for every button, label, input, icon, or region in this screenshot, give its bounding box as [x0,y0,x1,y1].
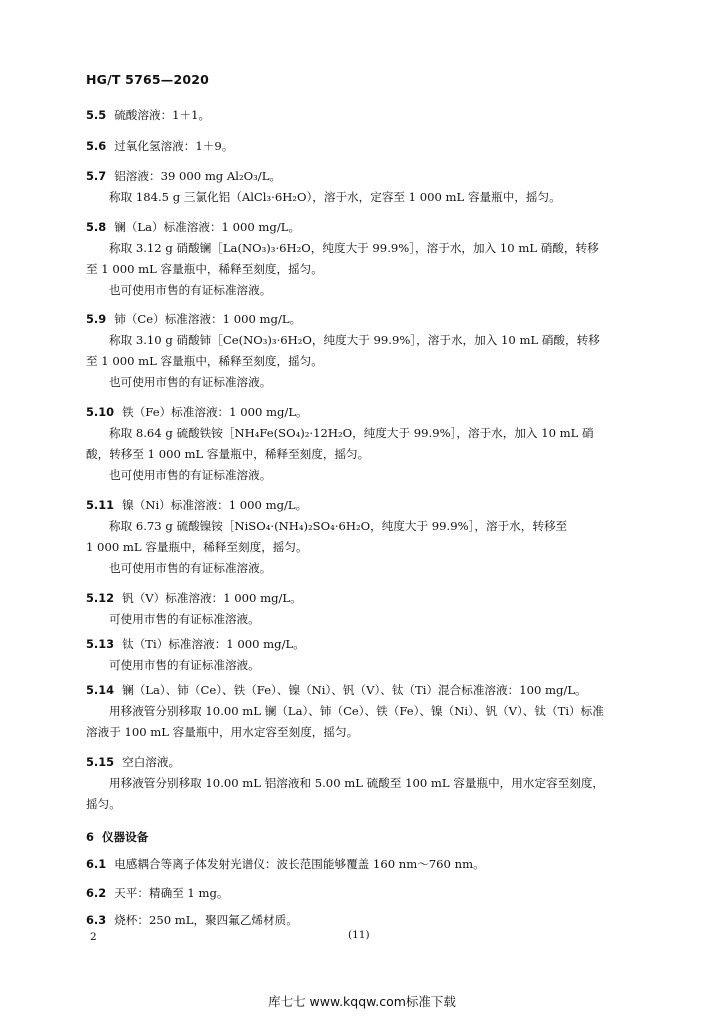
clause-number: 5.8 [86,220,107,234]
clause-text: 用移液管分别移取 10.00 mL 铝溶液和 5.00 mL 硫酸至 100 mL 容量瓶中，用水定容至刻度， [109,776,605,790]
clause-number: 5.9 [86,312,107,326]
clause-5-6 [86,138,636,154]
clause-text: 镧（La）标准溶液：1 000 mg/L。 [114,220,301,234]
clause-number: 5.7 [86,169,107,183]
clause-6-3 [86,912,636,928]
clause-text: 铁（Fe）标准溶液：1 000 mg/L。 [122,405,308,419]
clause-5-13 [86,636,636,652]
clause-text-line [109,374,636,390]
clause-number: 5.6 [86,139,107,153]
clause-text: 仪器设备 [101,830,149,844]
clause-text-line [109,775,636,791]
clause-text-line [109,611,636,627]
clause-text: 1 000 mL 容量瓶中，稀释至刻度，摇匀。 [86,540,308,554]
clause-text: 称取 6.73 g 硫酸镍铵［NiSO₄·(NH₄)₂SO₄·6H₂O，纯度大于 99.9%］，溶于水，转移至 [109,519,568,533]
clause-text-line [109,467,636,483]
clause-text: 称取 3.10 g 硝酸铈［Ce(NO₃)₃·6H₂O，纯度大于 99.9%］，溶于水，加入 10 mL 硝酸，转移 [109,333,600,347]
clause-text-line [109,189,636,205]
clause-6 [86,829,636,845]
clause-5-8 [86,219,636,235]
clause-text-line [86,261,636,277]
clause-text-line [109,518,636,534]
clause-5-5 [86,107,636,123]
clause-text: 钒（V）标准溶液：1 000 mg/L。 [122,591,302,605]
clause-text: 至 1 000 mL 容量瓶中，稀释至刻度，摇匀。 [86,354,323,368]
clause-text: 用移液管分别移取 10.00 mL 镧（La）、铈（Ce）、铁（Fe）、镍（Ni）、钒（V）、钛（Ti）标准 [109,704,604,718]
clause-text: 称取 184.5 g 三氯化铝（AlCl₃·6H₂O），溶于水，定容至 1 000 mL 容量瓶中，摇匀。 [109,190,561,204]
doc-code: HG/T 5765—2020 [86,72,210,87]
clause-text: 镍（Ni）标准溶液：1 000 mg/L。 [122,498,308,512]
clause-text-line [109,282,636,298]
clause-5-7 [86,168,636,184]
clause-number: 6.2 [86,886,107,900]
clause-text: 酸，转移至 1 000 mL 容量瓶中，稀释至刻度，摇匀。 [86,447,370,461]
clause-text: 钛（Ti）标准溶液：1 000 mg/L。 [122,637,305,651]
clause-5-10 [86,404,636,420]
clause-number: 5.11 [86,498,115,512]
clause-number: 5.14 [86,683,115,697]
clause-text: 硫酸溶液：1＋1。 [114,108,211,122]
clause-text: 称取 3.12 g 硝酸镧［La(NO₃)₃·6H₂O，纯度大于 99.9%］，溶于水，加入 10 mL 硝酸，转移 [109,241,599,255]
clause-text: 铝溶液：39 000 mg Al₂O₃/L。 [114,169,281,183]
clause-text-line [86,353,636,369]
clause-text-line [109,332,636,348]
clause-text-line [86,724,636,740]
clause-number: 5.5 [86,108,107,122]
clause-number: 5.15 [86,755,115,769]
clause-number: 6.1 [86,857,107,871]
clause-text-line [109,240,636,256]
clause-text: 铈（Ce）标准溶液：1 000 mg/L。 [114,312,302,326]
clause-number: 5.10 [86,405,115,419]
clause-text: 也可使用市售的有证标准溶液。 [109,375,272,389]
clause-text-line [109,425,636,441]
clause-5-9 [86,311,636,327]
clause-text: 天平：精确至 1 mg。 [114,886,229,900]
clause-text: 过氧化氢溶液：1＋9。 [114,139,234,153]
clause-text: 也可使用市售的有证标准溶液。 [109,468,272,482]
clause-text: 镧（La）、铈（Ce）、铁（Fe）、镍（Ni）、钒（V）、钛（Ti）混合标准溶液：100 mg/L。 [122,683,587,697]
clause-text-line [86,796,636,812]
clause-text-line [109,703,636,719]
clause-5-11 [86,497,636,513]
sheet-number: (11) [348,929,370,941]
clause-number: 5.13 [86,637,115,651]
clause-text: 摇匀。 [86,797,121,811]
page-number: 2 [90,931,97,943]
clause-text-line [86,446,636,462]
clause-text: 空白溶液。 [122,755,181,769]
clause-6-2 [86,885,636,901]
clause-number: 6.3 [86,913,107,927]
clause-text-line [109,657,636,673]
clause-text-line [109,560,636,576]
clause-text: 可使用市售的有证标准溶液。 [109,612,260,626]
clause-text: 也可使用市售的有证标准溶液。 [109,283,272,297]
clause-number: 5.12 [86,591,115,605]
clause-number: 6 [86,830,94,844]
clause-5-14 [86,682,636,698]
clause-text: 至 1 000 mL 容量瓶中，稀释至刻度，摇匀。 [86,262,323,276]
clause-text: 也可使用市售的有证标准溶液。 [109,561,272,575]
footer-watermark: 库七七 www.kqqw.com标准下载 [268,994,456,1009]
clause-text-line [86,539,636,555]
clause-text: 称取 8.64 g 硫酸铁铵［NH₄Fe(SO₄)₂·12H₂O，纯度大于 99.9%］，溶于水，加入 10 mL 硝 [109,426,594,440]
clause-6-1 [86,856,636,872]
clause-5-15 [86,754,636,770]
clause-text: 烧杯：250 mL，聚四氟乙烯材质。 [114,913,298,927]
clause-text: 溶液于 100 mL 容量瓶中，用水定容至刻度，摇匀。 [86,725,359,739]
clause-text: 电感耦合等离子体发射光谱仪：波长范围能够覆盖 160 nm～760 nm。 [114,857,485,871]
clause-text: 可使用市售的有证标准溶液。 [109,658,260,672]
clause-5-12 [86,590,636,606]
